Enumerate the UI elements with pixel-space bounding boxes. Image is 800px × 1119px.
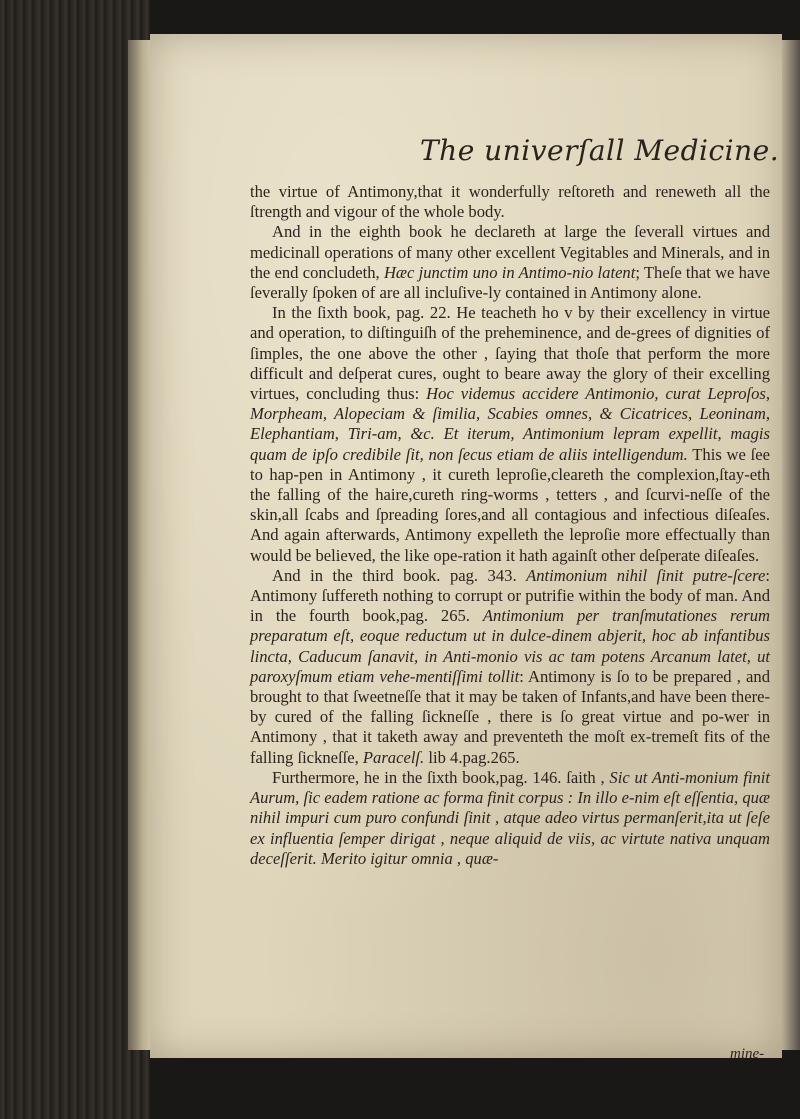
text-segment: This we ſee to hap-pen in Antimony , it cureth leproſie,cleareth the complexion,ſtay-eth the falling of the haire,cureth ring-worms , tetters , and ſcurvi-neſſe of the skin,all ſcabs and ſpreading ſores,and all contagious and infectious diſeaſes. And again afterwards, Antimony expelleth the leproſie more effectually than would be believed, the like ope-ration it hath againſt other deſperate diſeaſes. <box>250 444 770 565</box>
paragraph-4 <box>250 566 770 768</box>
text-segment: Hoc videmus accidere Antimonio, curat Leproſos, Morpheam, Alopeciam & ſimilia, Scabies omnes, & Cicatrices, Leoninam, Elephantiam, Tiri-am, &c. Et iterum, Antimonium lepram expellit, magis quam de ipſo credibile ſit, non ſecus etiam de aliis intelligendum. <box>250 384 771 464</box>
text-segment: : Antimony ſuffereth nothing to corrupt or putrifie within the body of man. And in the fourth book,pag. 265. <box>250 565 770 626</box>
paragraph-2 <box>250 222 770 303</box>
text-segment: the virtue of Antimony,that it wonderfully reſtoreth and reneweth all the ſtrength and vigour of the whole body. <box>250 182 770 222</box>
body-text <box>250 182 770 869</box>
text-segment: Hæc junctim uno in Antimo-nio latent <box>383 262 636 282</box>
running-title: The univerſall Medicine. <box>420 134 780 167</box>
text-segment: Paracelſ. <box>362 747 425 767</box>
text-segment: ; Theſe that we have ſeverally ſpoken of are all incluſive-ly contained in Antimony alone. <box>250 262 770 303</box>
paragraph-5 <box>250 768 770 869</box>
catchword: mine- <box>730 1046 765 1062</box>
left-page-edge <box>128 40 152 1050</box>
text-segment: Antimonium nihil ſinit putre-ſcere <box>526 565 766 585</box>
text-segment: Antimonium per tranſmutationes rerum preparatum eſt, eoque reductum ut in dulce-dinem abjerit, hoc ab infantibus lincta, Caducum ſanavit, in Anti-monio vis ac tam potens Arcanum latet, ut paroxyſmum etiam vehe-mentiſſimi tollit <box>250 606 770 686</box>
page-sheet <box>150 34 782 1062</box>
paragraph-1 <box>250 182 770 222</box>
text-segment: In the ſixth book, pag. 22. He teacheth ho v by their excellency in virtue and operation, to diſtinguiſh of the preheminence, and de-grees of dignities of ſimples, the one above the other , ſaying that thoſe that perform the more difficult and deſperat cures, ought to beare away the glory of their excelling virtues, concluding thus: <box>250 303 770 404</box>
text-segment: And in the third book. pag. 343. <box>272 565 527 585</box>
text-segment: lib 4.pag.265. <box>424 747 520 767</box>
paragraph-3 <box>250 303 770 566</box>
text-segment: And in the eighth book he declareth at large the ſeverall virtues and medicinall operations of many other excellent Vegitables and Minerals, and in the end concludeth, <box>250 222 770 282</box>
text-segment: Sic ut Anti-monium finit Aurum, ſic eadem ratione ac forma finit corpus : In illo e-nim eſt eſſentia, quæ nihil impuri cum puro confundi ſinit , atque adeo virtus permanſerit,ita ut ſeſe ex influentia ſemper dirigat , neque aliquid de viis, ac virtute nativa unquam deceſſerit. Merito igitur omnia , quæ- <box>250 767 770 868</box>
text-segment: : Antimony is ſo to be prepared , and brought to that ſweetneſſe that it may be taken of Infants,and have been there-by cured of the falling ſickneſſe , there is ſo great virtue and po-wer in Antimony , that it taketh away and preventeth the moſt ex-tremeſt fits of the falling ſickneſſe, <box>250 666 770 767</box>
right-page-edge <box>782 40 800 1050</box>
text-segment: Furthermore, he in the ſixth book,pag. 146. ſaith , <box>272 767 610 787</box>
